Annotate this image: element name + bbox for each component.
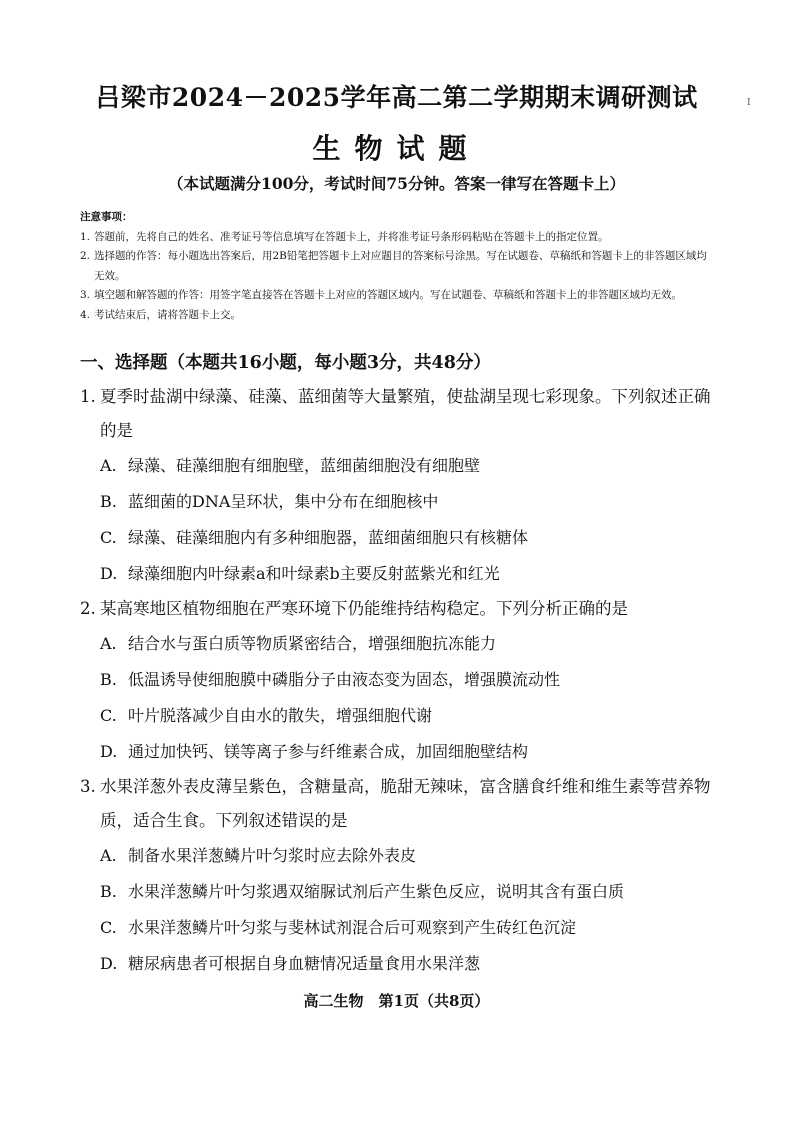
option-text: 水果洋葱鳞片叶匀浆与斐林试剂混合后可观察到产生砖红色沉淀	[128, 918, 577, 937]
option-label: D.	[100, 742, 118, 761]
option-a	[80, 448, 720, 484]
option-label: A.	[100, 456, 117, 475]
note-item	[80, 228, 715, 248]
section-heading: 一、选择题（本题共16小题，每小题3分，共48分）	[80, 353, 491, 373]
question-stem	[80, 592, 720, 626]
option-b	[80, 662, 720, 698]
question-2	[80, 592, 720, 770]
question-number: 1.	[80, 387, 96, 406]
option-b	[80, 874, 720, 910]
option-label: A.	[100, 846, 117, 865]
option-label: C.	[100, 528, 117, 547]
option-label: D.	[100, 954, 118, 973]
question-text: 水果洋葱外表皮薄呈紫色，含糖量高，脆甜无辣味，富含膳食纤维和维生素等营养物质，适合生食。下列叙述错误的是	[100, 777, 711, 830]
subject-title: 生物试题	[312, 132, 481, 165]
exam-info: （本试题满分100分，考试时间75分钟。答案一律写在答题卡上）	[168, 174, 625, 193]
note-text: 答题前，先将自己的姓名、准考证号等信息填写在答题卡上，并将准考证号条形码粘贴在答题卡上的指定位置。	[94, 230, 609, 243]
note-text: 考试结束后，请将答题卡上交。	[94, 308, 241, 321]
option-c	[80, 910, 720, 946]
option-d	[80, 556, 720, 592]
option-label: C.	[100, 706, 117, 725]
option-label: A.	[100, 634, 117, 653]
option-text: 低温诱导使细胞膜中磷脂分子由液态变为固态，增强膜流动性	[128, 670, 561, 689]
option-text: 叶片脱落减少自由水的散失，增强细胞代谢	[128, 706, 433, 725]
option-c	[80, 698, 720, 734]
option-text: 蓝细菌的DNA呈环状，集中分布在细胞核中	[128, 492, 439, 511]
question-text: 某高寒地区植物细胞在严寒环境下仍能维持结构稳定。下列分析正确的是	[100, 599, 628, 618]
note-text: 填空题和解答题的作答：用签字笔直接答在答题卡上对应的答题区域内。写在试题卷、草稿纸和答题卡上的非答题区域均无效。	[94, 289, 682, 301]
question-1	[80, 380, 720, 592]
option-text: 绿藻、硅藻细胞有细胞壁，蓝细菌细胞没有细胞壁	[128, 456, 481, 475]
option-label: C.	[100, 918, 117, 937]
note-item	[80, 306, 715, 326]
option-label: B.	[100, 492, 117, 511]
notes-block	[80, 208, 715, 325]
option-a	[80, 838, 720, 874]
option-text: 绿藻细胞内叶绿素a和叶绿素b主要反射蓝紫光和红光	[128, 564, 500, 583]
question-number: 3.	[80, 777, 96, 796]
option-text: 结合水与蛋白质等物质紧密结合，增强细胞抗冻能力	[128, 634, 497, 653]
option-c	[80, 520, 720, 556]
note-number: 4.	[80, 308, 91, 321]
option-text: 水果洋葱鳞片叶匀浆遇双缩脲试剂后产生紫色反应，说明其含有蛋白质	[128, 882, 625, 901]
question-3	[80, 770, 720, 982]
option-b	[80, 484, 720, 520]
question-stem	[80, 380, 720, 448]
note-text: 选择题的作答：每小题选出答案后，用2B铅笔把答题卡上对应题目的答案标号涂黑。写在试题卷、草稿纸和答题卡上的非答题区域均无效。	[94, 250, 707, 282]
option-d	[80, 734, 720, 770]
option-text: 糖尿病患者可根据自身血糖情况适量食用水果洋葱	[128, 954, 481, 973]
option-label: B.	[100, 882, 117, 901]
question-number: 2.	[80, 599, 96, 618]
note-number: 3.	[80, 289, 91, 301]
note-item	[80, 286, 715, 306]
page-footer: 高二生物 第1页（共8页）	[303, 992, 490, 1010]
question-list	[80, 380, 720, 982]
question-text: 夏季时盐湖中绿藻、硅藻、蓝细菌等大量繁殖，使盐湖呈现七彩现象。下列叙述正确的是	[100, 387, 711, 440]
notes-heading: 注意事项：	[80, 211, 133, 223]
option-text: 绿藻、硅藻细胞内有多种细胞器，蓝细菌细胞只有核糖体	[128, 528, 529, 547]
exam-title: 吕梁市2024－2025学年高二第二学期期末调研测试	[95, 83, 698, 112]
question-stem	[80, 770, 720, 838]
option-text: 制备水果洋葱鳞片叶匀浆时应去除外表皮	[128, 846, 417, 865]
option-a	[80, 626, 720, 662]
option-label: D.	[100, 564, 118, 583]
note-number: 1.	[80, 230, 91, 243]
option-d	[80, 946, 720, 982]
option-label: B.	[100, 670, 117, 689]
margin-mark: I	[747, 98, 751, 108]
note-number: 2.	[80, 250, 91, 262]
option-text: 通过加快钙、镁等离子参与纤维素合成，加固细胞壁结构	[128, 742, 529, 761]
note-item	[80, 247, 715, 286]
